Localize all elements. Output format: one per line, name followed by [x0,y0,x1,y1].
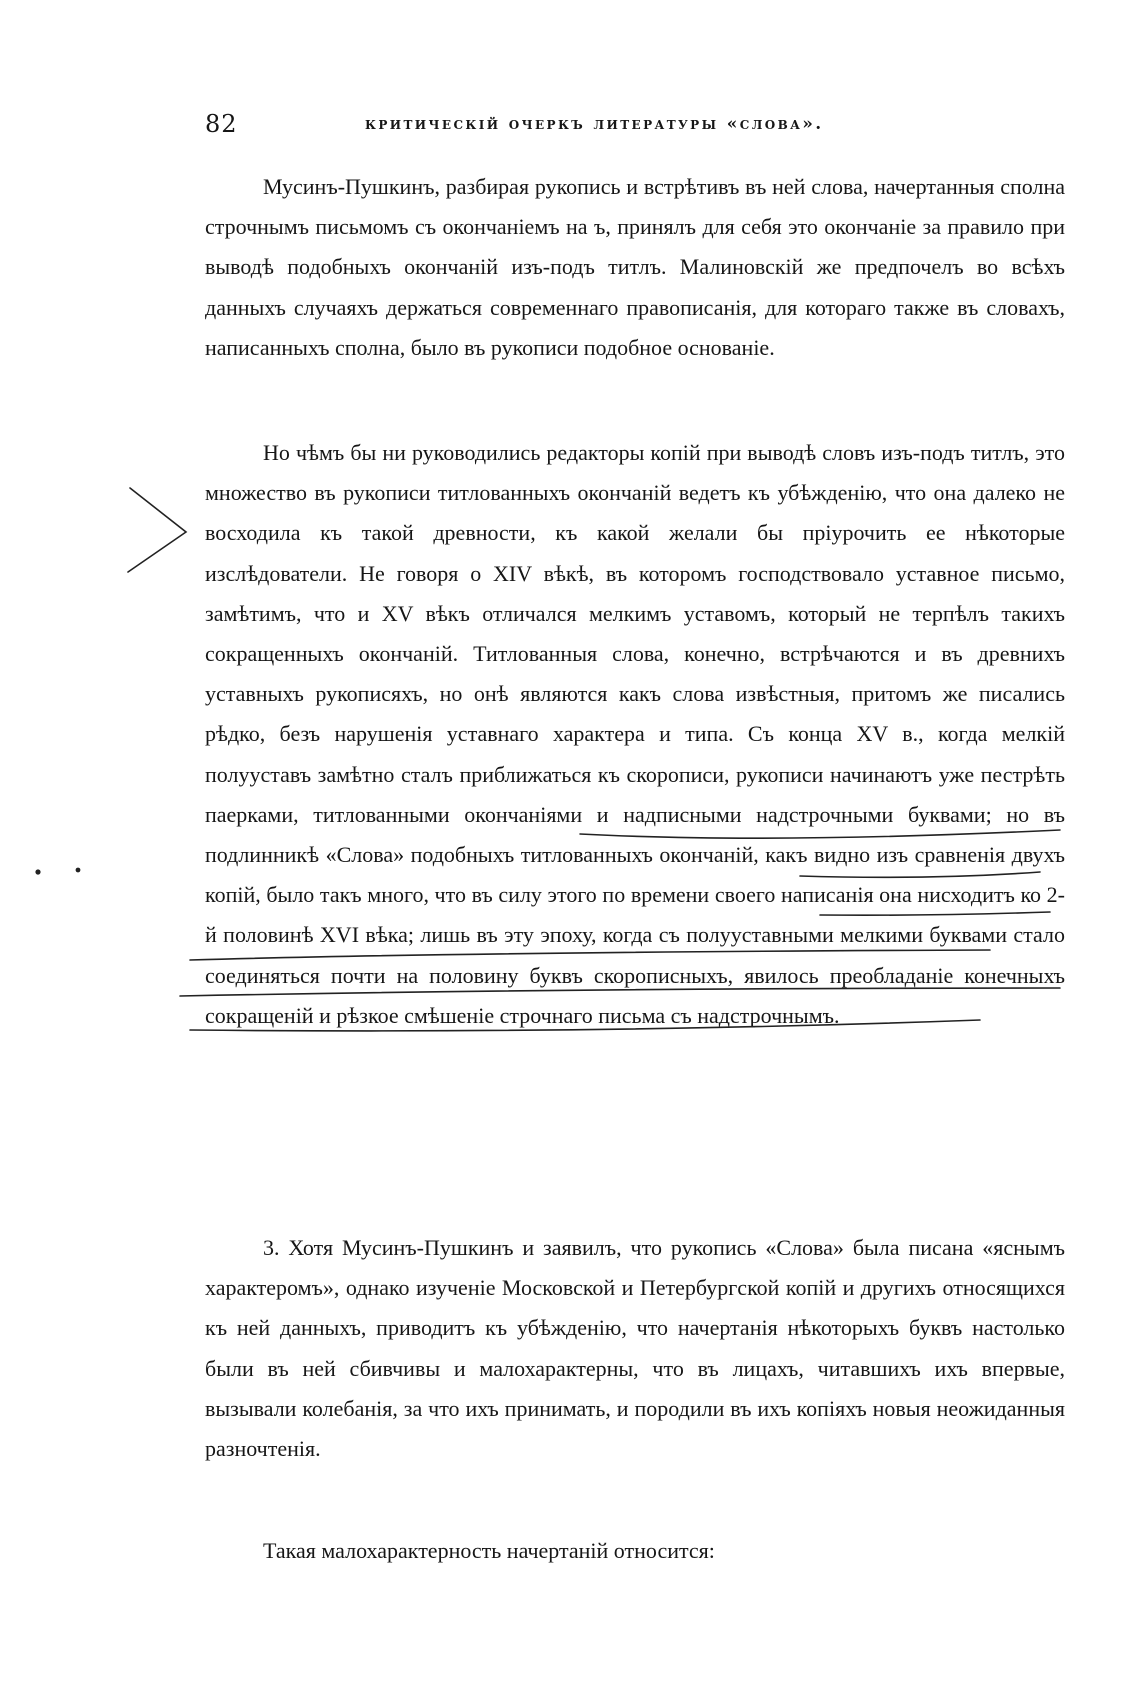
page-number: 82 [205,110,238,138]
paragraph-2: Но чѣмъ бы ни руководились редакторы копій при выводѣ словъ изъ-подъ титлъ, это множество въ рукописи титлованныхъ окончаній ведетъ къ убѣжденію, что она далеко не восходила къ такой древности, къ какой желали бы пріурочить ее нѣкоторые изслѣдователи. Не говоря о XIV вѣкѣ, въ которомъ господствовало уставное письмо, замѣтимъ, что и XV вѣкъ отличался мелкимъ уставомъ, который не терпѣлъ такихъ сокращенныхъ окончаній. Титлованныя слова, конечно, встрѣчаются и въ древнихъ уставныхъ рукописяхъ, но онѣ являются какъ слова извѣстныя, притомъ же писались рѣдко, безъ нарушенія уставнаго характера и типа. Съ конца XV в., когда мелкій полууставъ замѣтно сталъ приближаться къ скорописи, рукописи начинаютъ уже пестрѣть паерками, титлованными окончаніями и надписными надстрочными буквами; но въ подлинникѣ «Слова» подобныхъ титлованныхъ окончаній, какъ видно изъ сравненія двухъ копій, было такъ много, что въ силу этого по времени своего написанія она нисходитъ ко 2-й половинѣ XVI вѣка; лишь въ эту эпоху, когда съ полууставными мелкими буквами стало соединяться почти на половину буквъ скорописныхъ, явилось преобладаніе конечныхъ сокращеній и рѣзкое смѣшеніе строчнаго письма съ надстрочнымъ. [205,440,1065,1028]
margin-arrow-mark [120,480,200,580]
margin-dots [28,860,88,890]
handwritten-underlines [170,820,1070,1080]
paragraph-3: 3. Хотя Мусинъ-Пушкинъ и заявилъ, что рукопись «Слова» была писана «яснымъ характеромъ», однако изученіе Московской и Петербургской копій и другихъ относящихся къ ней данныхъ, приводитъ къ убѣжденію, что начертанія нѣкоторыхъ буквъ настолько были въ ней сбивчивы и малохарактерны, что въ лицахъ, читавшихъ ихъ впервые, вызывали колебанія, за что ихъ принимать, и породили въ ихъ копіяхъ новыя неожиданныя разночтенія. [205,1235,1065,1462]
running-title: критическій очеркъ литературы «слова». [365,114,824,134]
page-header [205,110,925,140]
paragraph-1: Мусинъ-Пушкинъ, разбирая рукопись и встрѣтивъ въ ней слова, начертанныя сполна строчнымъ письмомъ съ окончаніемъ на ъ, принялъ для себя это окончаніе за правило при выводѣ подобныхъ окончаній изъ-подъ титлъ. Малиновскій же предпочелъ во всѣхъ данныхъ случаяхъ держаться современнаго правописанія, для котораго также въ словахъ, написанныхъ сполна, было въ рукописи подобное основаніе. [205,174,1065,360]
paragraph-4: Такая малохарактерность начертаній относится: [263,1538,715,1563]
